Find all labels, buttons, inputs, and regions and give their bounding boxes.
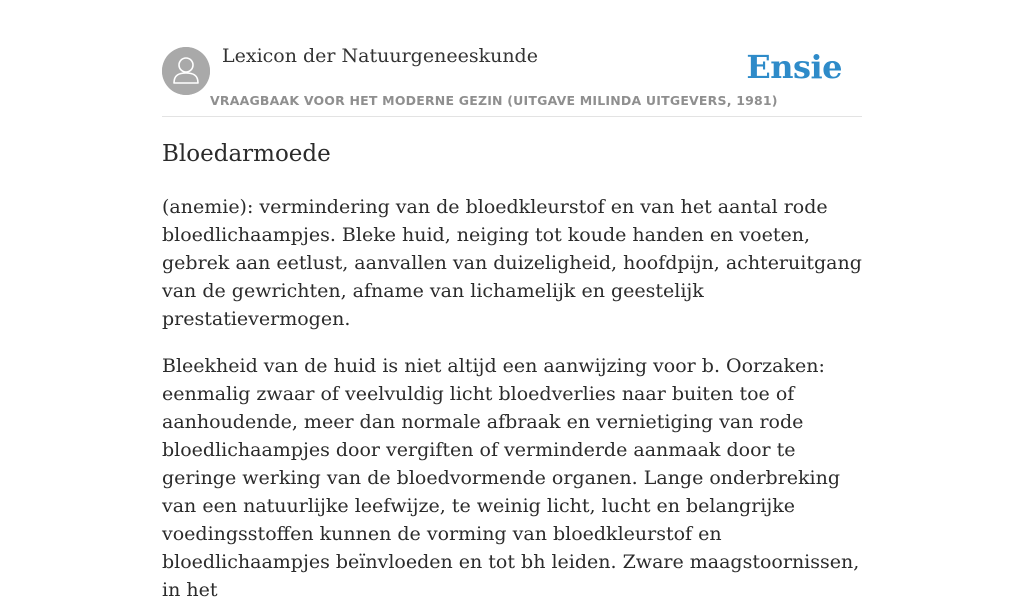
source-title[interactable]: Lexicon der Natuurgeneeskunde [222, 45, 538, 67]
source-header [162, 0, 862, 117]
article-paragraph: (anemie): vermindering van de bloedkleurstof en van het aantal rode bloedlichaampjes. Bleke huid, neiging tot koude handen en voeten, gebrek aan eetlust, aanvallen van duizeligheid, hoofdpijn, achteruitgang van de gewrichten, afname van lichamelijk en geestelijk prestatievermogen. [162, 196, 862, 330]
article-title: Bloedarmoede [162, 141, 331, 167]
source-subtitle: VRAAGBAAK VOOR HET MODERNE GEZIN (UITGAVE MILINDA UITGEVERS, 1981) [210, 93, 778, 108]
article-paragraph: Bleekheid van de huid is niet altijd een aanwijzing voor b. Oorzaken: eenmalig zwaar of veelvuldig licht bloedverlies naar buiten toe of aanhoudende, meer dan normale afbraak en vernietiging van rode bloedlichaampjes door vergiften of verminderde aanmaak door te geringe werking van de bloedvormende organen. Lange onderbreking van een natuurlijke leefwijze, te weinig licht, lucht en belangrijke voedingsstoffen kunnen de vorming van bloedkleurstof en bloedlichaampjes beïnvloeden en tot bh leiden. Zware maagstoornissen, in het [162, 355, 860, 601]
article-body [162, 138, 862, 604]
ensie-logo[interactable]: Ensie [746, 48, 842, 86]
user-avatar-icon[interactable] [162, 47, 210, 95]
